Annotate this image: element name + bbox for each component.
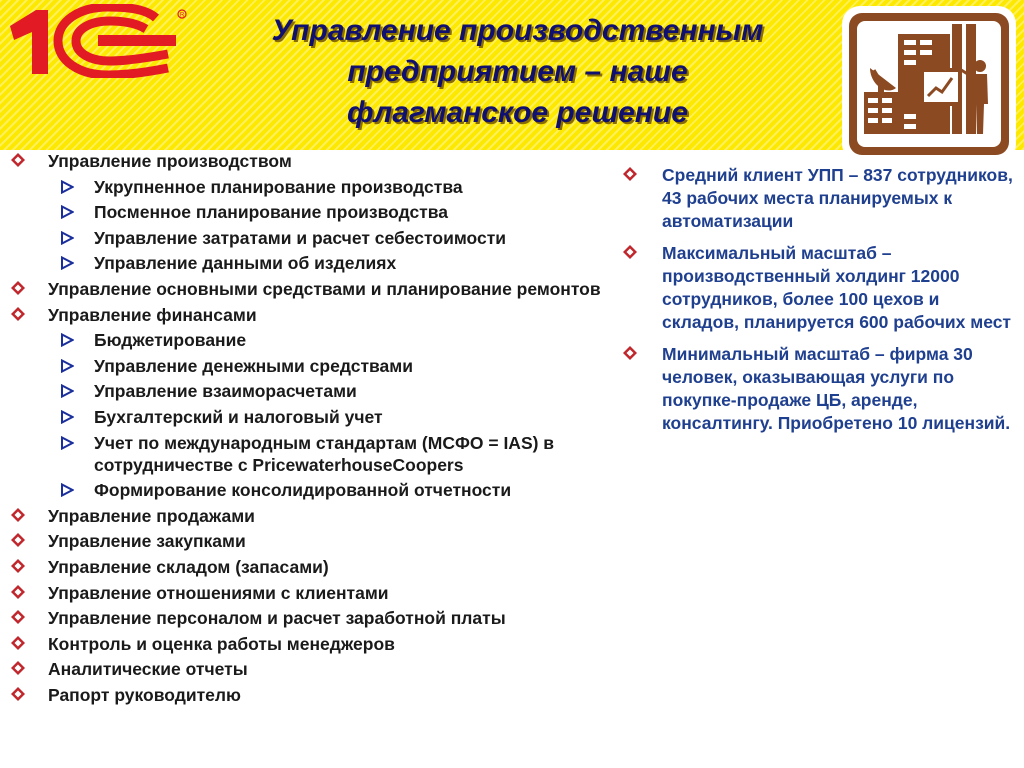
blue-triangle-bullet-icon [60,436,74,450]
red-diamond-bullet-icon [623,346,637,360]
list-item-text: Управление складом (запасами) [48,556,329,577]
list-item-text: Аналитические отчеты [48,659,248,680]
scale-item [620,242,1018,334]
red-diamond-bullet-icon [11,636,25,650]
scale-item-text: Максимальный масштаб – производственный холдинг 12000 сотрудников, более 100 цехов и складов, планируется 600 рабочих мест [662,243,1012,332]
red-diamond-bullet-icon [623,167,637,181]
blue-triangle-bullet-icon [60,205,74,219]
red-diamond-bullet-icon [11,307,25,321]
list-item-text: Управление персоналом и расчет заработной платы [48,608,506,629]
list-item-text: Управление данными об изделиях [94,253,397,274]
client-scale-list [620,164,1018,444]
list-item [8,633,648,655]
red-diamond-bullet-icon [623,245,637,259]
blue-triangle-bullet-icon [60,333,74,347]
list-item-text: Бюджетирование [94,330,247,351]
red-diamond-bullet-icon [11,687,25,701]
blue-triangle-bullet-icon [60,256,74,270]
list-item-text: Управление продажами [48,505,255,526]
scale-item [620,343,1018,435]
blue-triangle-bullet-icon [60,410,74,424]
title-line-1: Управление производственным [271,14,764,47]
list-item [8,278,648,300]
red-diamond-bullet-icon [11,559,25,573]
scale-item-text: Средний клиент УПП – 837 сотрудников, 43 рабочих места планируемых к автоматизации [662,165,1013,231]
list-item-text: Управление отношениями с клиентами [48,582,389,603]
list-item-text: Контроль и оценка работы менеджеров [48,633,395,654]
list-item-text: Рапорт руководителю [48,684,241,705]
list-item-text: Посменное планирование производства [94,202,449,223]
list-item-text: Управление взаиморасчетами [94,381,357,402]
list-subitem [8,227,648,249]
red-diamond-bullet-icon [11,281,25,295]
list-item-text: Учет по международным стандартам (МСФО = IAS) в сотрудничестве с PricewaterhouseCoopers [94,432,555,475]
red-diamond-bullet-icon [11,153,25,167]
list-subitem [8,176,648,198]
blue-triangle-bullet-icon [60,483,74,497]
list-item [8,150,648,172]
blue-triangle-bullet-icon [60,384,74,398]
title-line-3: флагманское решение [347,96,688,129]
list-item [8,505,648,527]
list-item-text: Укрупненное планирование производства [94,176,463,197]
red-diamond-bullet-icon [11,610,25,624]
blue-triangle-bullet-icon [60,359,74,373]
list-item [8,556,648,578]
red-diamond-bullet-icon [11,508,25,522]
scale-item-text: Минимальный масштаб – фирма 30 человек, оказывающая услуги по покупке-продаже ЦБ, аренде, консалтингу. Приобретено 10 лицензий. [662,344,1011,433]
red-diamond-bullet-icon [11,585,25,599]
blue-triangle-bullet-icon [60,180,74,194]
list-item [8,607,648,629]
list-subitem [8,252,648,274]
list-item-text: Управление закупками [48,531,246,552]
list-item-text: Управление финансами [48,304,257,325]
blue-triangle-bullet-icon [60,231,74,245]
1c-logo [6,4,192,78]
svg-text:R: R [180,12,185,19]
list-subitem [8,355,648,377]
1c-logo-icon [6,4,192,78]
list-item-text: Формирование консолидированной отчетности [94,480,512,501]
list-item-text: Управление затратами и расчет себестоимости [94,227,507,248]
list-subitem [8,329,648,351]
features-list [8,150,648,709]
list-subitem [8,201,648,223]
list-item-text: Управление основными средствами и планирование ремонтов [48,278,601,299]
list-item [8,684,648,706]
red-diamond-bullet-icon [11,533,25,547]
list-item [8,530,648,552]
list-item-text: Управление производством [48,151,292,171]
list-item-text: Бухгалтерский и налоговый учет [94,406,383,427]
page-title [205,10,830,133]
factory-presentation-icon [840,4,1018,164]
list-subitem [8,380,648,402]
list-item [8,658,648,680]
list-subitem [8,432,648,476]
list-item-text: Управление денежными средствами [94,355,413,376]
list-subitem [8,406,648,428]
title-line-2: предприятием – наше [347,55,688,88]
scale-item [620,164,1018,233]
list-subitem [8,479,648,501]
red-diamond-bullet-icon [11,661,25,675]
list-item [8,304,648,326]
list-item [8,582,648,604]
